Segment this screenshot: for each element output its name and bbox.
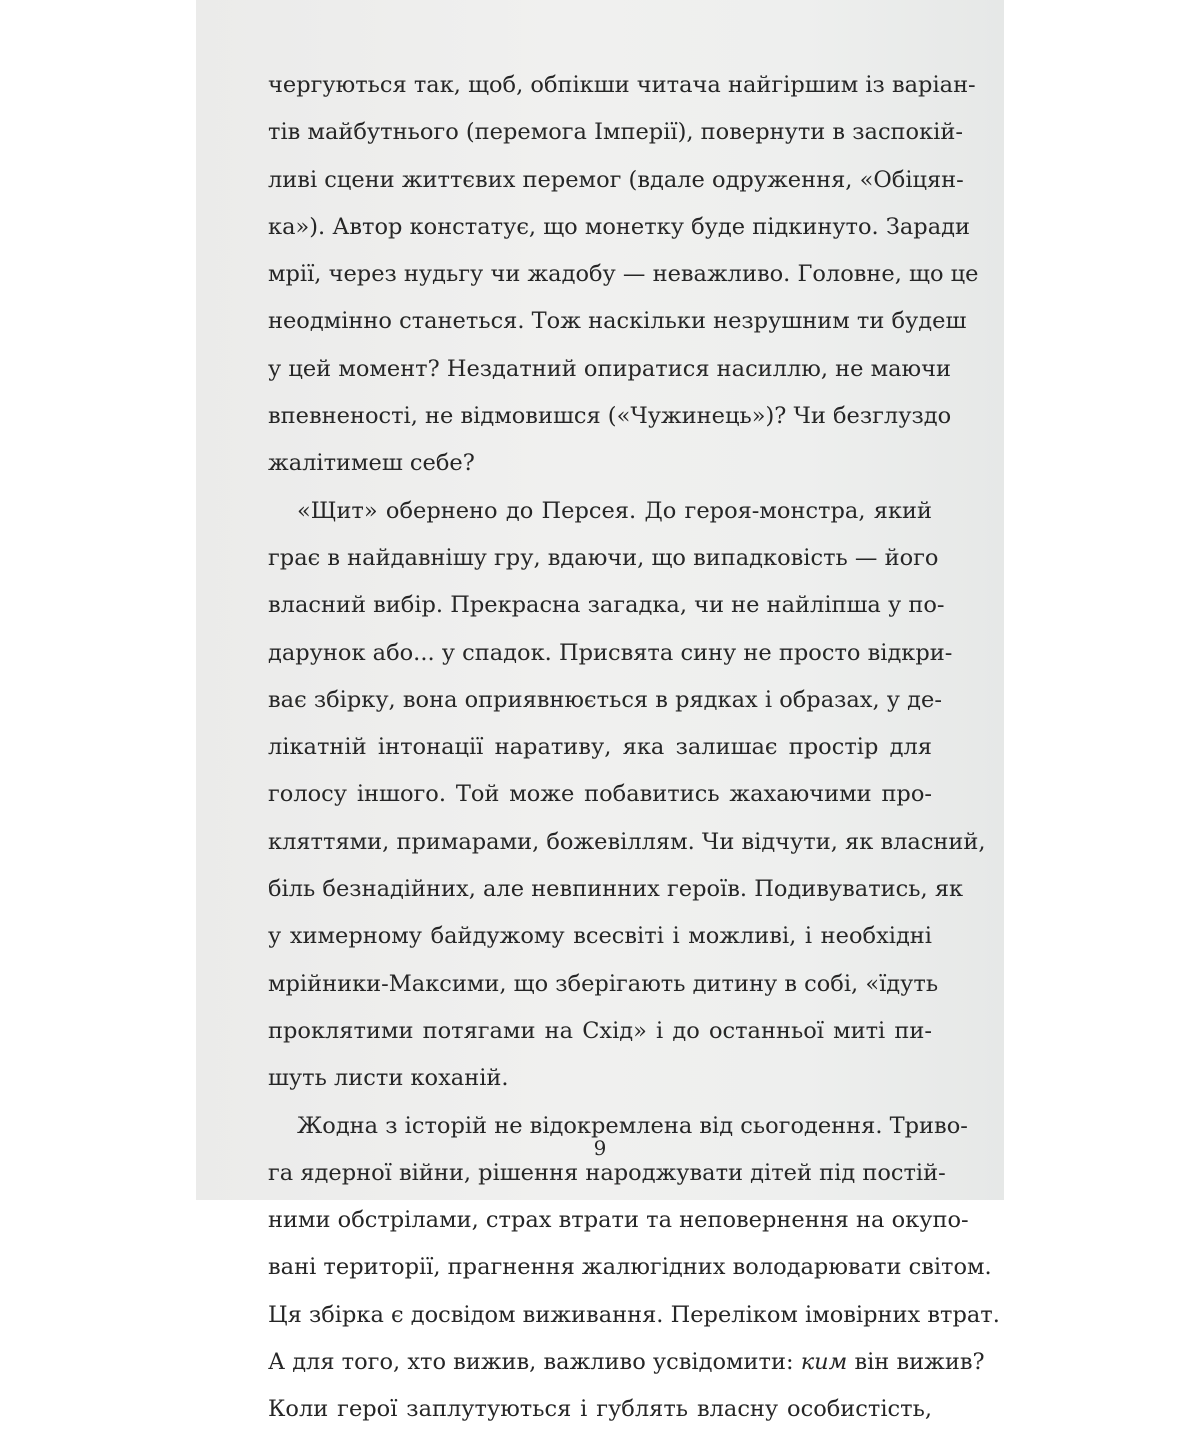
text-line: шуть листи коханій.: [268, 1065, 509, 1092]
body-text: [268, 62, 1000, 1434]
text-line: Жодна з історій не відокремлена від сьогодення. Триво-: [297, 1112, 968, 1139]
text-line: лікатній інтонації наративу, яка залишає простір для: [268, 734, 932, 761]
text-line: «Щит» обернено до Персея. До героя-монстра, який: [297, 497, 932, 524]
text-line: вані території, прагнення жалюгідних володарювати світом.: [268, 1254, 992, 1281]
text-line: Ця збірка є досвідом виживання. Переліком імовірних втрат.: [268, 1301, 1000, 1328]
text-line: мрійники-Максими, що зберігають дитину в собі, «їдуть: [268, 970, 939, 997]
text-line: ними обстрілами, страх втрати та неповернення на окупо-: [268, 1207, 969, 1234]
text-line: впевненості, не відмовишся («Чужинець»)? Чи безглуздо: [268, 403, 952, 430]
text-line: грає в найдавнішу гру, вдаючи, що випадковість — його: [268, 544, 939, 571]
text-line: у химерному байдужому всесвіті і можливі, і необхідні: [268, 923, 932, 950]
text-line: біль безнадійних, але невпинних героїв. Подивуватись, як: [268, 876, 964, 903]
text-line-with-emphasis: [268, 1339, 985, 1386]
text-line: ка»). Автор констатує, що монетку буде підкинуто. Заради: [268, 213, 970, 240]
page-number: 9: [593, 1136, 607, 1160]
text-line: чергуються так, щоб, обпікши читача найгіршим із варіан-: [268, 72, 976, 98]
text-line: мрії, через нудьгу чи жадобу — неважливо. Головне, що це: [268, 261, 979, 288]
text-line: Коли герої заплутуються і гублять власну особистість,: [268, 1396, 932, 1423]
text-line: у цей момент? Нездатний опиратися насиллю, не маючи: [268, 355, 951, 382]
italic-word: ким: [800, 1349, 848, 1376]
text-line: голосу іншого. Той може побавитись жахаючими про-: [268, 781, 932, 808]
text-line: жалітимеш себе?: [268, 450, 475, 477]
text-line: ливі сцени життєвих перемог (вдале одруження, «Обіцян-: [268, 166, 964, 193]
line-text-before: А для того, хто вижив, важливо усвідомити:: [268, 1349, 801, 1376]
text-line: га ядерної війни, рішення народжувати дітей під постій-: [268, 1159, 946, 1186]
book-page: [196, 0, 1004, 1423]
line-text-after: він вижив?: [847, 1349, 985, 1376]
text-line: тів майбутнього (перемога Імперії), повернути в заспокій-: [268, 119, 963, 146]
text-line: ває збірку, вона оприявнюється в рядках і образах, у де-: [268, 686, 942, 713]
text-line: дарунок або... у спадок. Присвята сину не просто відкри-: [268, 639, 953, 666]
text-line: неодмінно станеться. Тож наскільки незрушним ти будеш: [268, 308, 967, 335]
text-line: проклятими потягами на Схід» і до останньої миті пи-: [268, 1017, 932, 1044]
text-line: кляттями, примарами, божевіллям. Чи відчути, як власний,: [268, 828, 986, 855]
text-line: власний вибір. Прекрасна загадка, чи не найліпша у по-: [268, 592, 945, 619]
